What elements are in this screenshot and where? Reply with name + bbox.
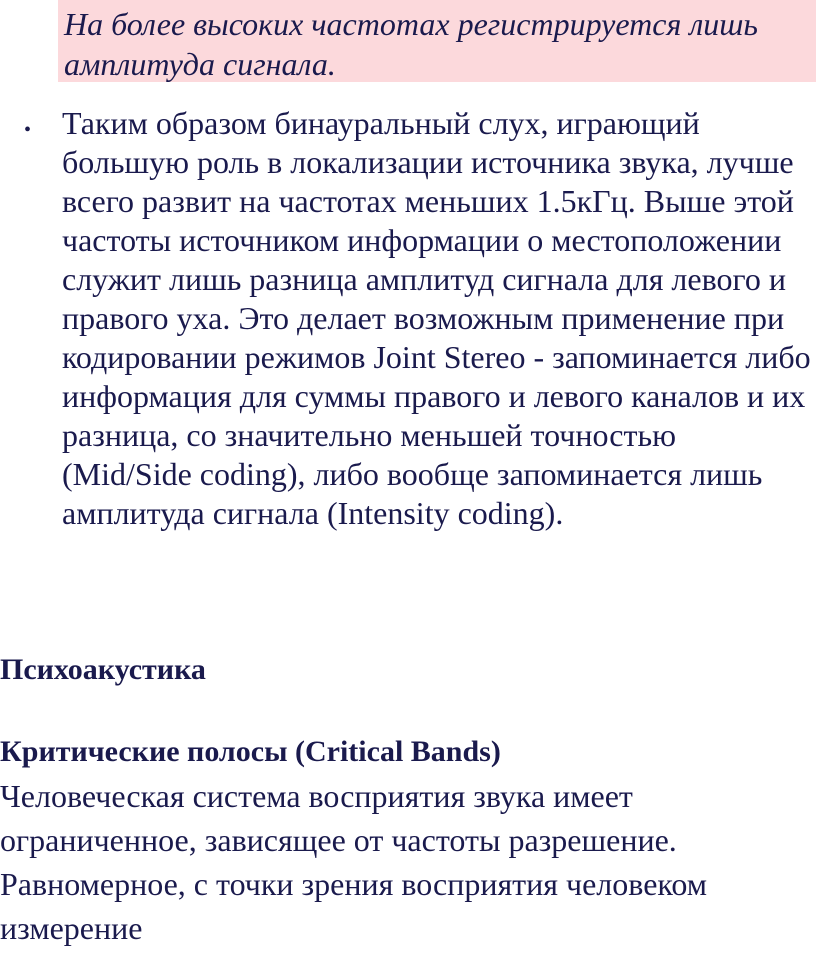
highlighted-note-text: На более высоких частотах регистрируется лишь амплитуда сигнала. xyxy=(64,6,758,82)
bullet-marker: • xyxy=(24,119,32,141)
critical-bands-paragraph: Человеческая система восприятия звука имеет ограниченное, зависящее от частоты разрешение. Равномерное, с точки зрения восприятия человеком измерение xyxy=(0,778,707,946)
subsection-heading-critical-bands: Критические полосы (Critical Bands) xyxy=(0,735,501,768)
section-heading-psychoacoustics: Психоакустика xyxy=(0,653,206,686)
bullet-paragraph: Таким образом бинауральный слух, играющий большую роль в локализации источника звука, лучше всего развит на частотах меньших 1.5кГц. Выше этой частоты источником информации о местоположении служит лишь разница амплитуд сигнала для левого и правого уха. Это делает возможным применение при кодировании режимов Joint Stereo - запоминается либо информация для суммы правого и левого каналов и их разница, со значительно меньшей точностью (Mid/Side coding), либо вообще запоминается лишь амплитуда сигнала (Intensity coding). xyxy=(62,105,811,531)
